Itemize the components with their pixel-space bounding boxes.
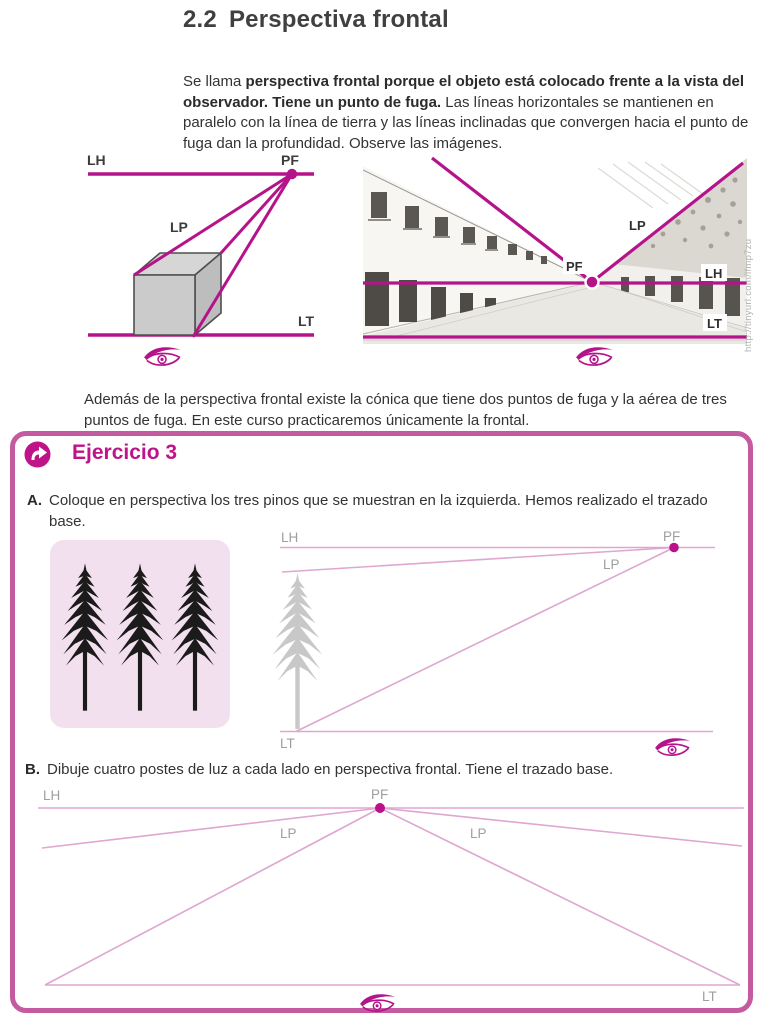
note-paragraph: Además de la perspectiva frontal existe la cónica que tiene dos puntos de fuga y la aérea de tres puntos de fuga. En este curso practicaremos únicamente la frontal. — [84, 391, 727, 429]
observer-eye-icon — [655, 736, 691, 760]
label-lh: LH — [43, 788, 61, 803]
exercise-a-labels — [280, 529, 680, 751]
observer-eye-icon — [144, 345, 182, 370]
item-b-letter: B. — [25, 761, 40, 778]
label-lp-right: LP — [470, 826, 487, 841]
observer-eye-icon — [360, 992, 396, 1016]
vanishing-point-dot — [287, 169, 297, 179]
label-pf: PF — [663, 529, 681, 544]
label-lh: LH — [87, 152, 106, 168]
section-title-text: Perspectiva frontal — [228, 6, 449, 33]
intro-bold: perspectiva frontal porque el objeto está colocado frente a la vista del observador. Tiene un punto de fuga. — [183, 73, 745, 111]
label-lt: LT — [707, 316, 722, 331]
pine-trees-image — [50, 540, 230, 728]
construction-lines — [38, 808, 744, 985]
label-lt: LT — [280, 736, 295, 751]
vanishing-point-dot — [669, 543, 679, 553]
exercise-b-labels — [43, 787, 717, 1004]
street-perspective-image — [363, 156, 747, 344]
ghost-pine-tree — [273, 573, 323, 729]
label-pf: PF — [566, 259, 583, 274]
intro-lead: Se llama — [183, 73, 246, 90]
exercise-title: Ejercicio 3 — [72, 441, 178, 464]
label-lt: LT — [702, 989, 717, 1004]
exercise-b-diagram — [30, 786, 748, 1011]
label-lh: LH — [281, 530, 299, 545]
item-b-text: Dibuje cuatro postes de luz a cada lado en perspectiva frontal. Tiene el trazado base. — [47, 761, 614, 778]
street-vanishing-point-dot — [586, 276, 599, 289]
item-a-letter: A. — [27, 492, 42, 509]
section-title — [183, 6, 449, 34]
label-pf: PF — [371, 787, 389, 802]
intro-paragraph — [183, 72, 749, 154]
observer-eye-icon — [576, 345, 614, 370]
label-lp-left: LP — [280, 826, 297, 841]
label-lt: LT — [298, 313, 315, 329]
vanishing-point-dot — [375, 803, 385, 813]
intro-rest: Las líneas horizontales se mantienen en paralelo con la línea de tierra y las líneas inclinadas que convergen hacia el punto de fuga dan la profundidad. Observe las imágenes. — [183, 93, 749, 152]
item-a-text: Coloque en perspectiva los tres pinos que se muestran en la izquierda. Hemos realizado el trazado base. — [49, 492, 708, 530]
exercise-a-diagram — [270, 528, 748, 763]
construction-lines — [280, 548, 715, 732]
exercise-arrow-icon — [24, 441, 51, 468]
exercise-item-a — [27, 491, 743, 532]
label-lp: LP — [603, 557, 620, 572]
label-pf: PF — [281, 152, 299, 168]
label-lp: LP — [629, 218, 646, 233]
exercise-item-b — [25, 760, 741, 781]
label-lh: LH — [705, 266, 723, 281]
cube-perspective-diagram — [60, 148, 360, 378]
label-lp: LP — [170, 219, 188, 235]
photo-credit-url: http://tinyurl.com/lfmp7zu — [743, 238, 754, 352]
section-number: 2.2 — [183, 6, 217, 33]
